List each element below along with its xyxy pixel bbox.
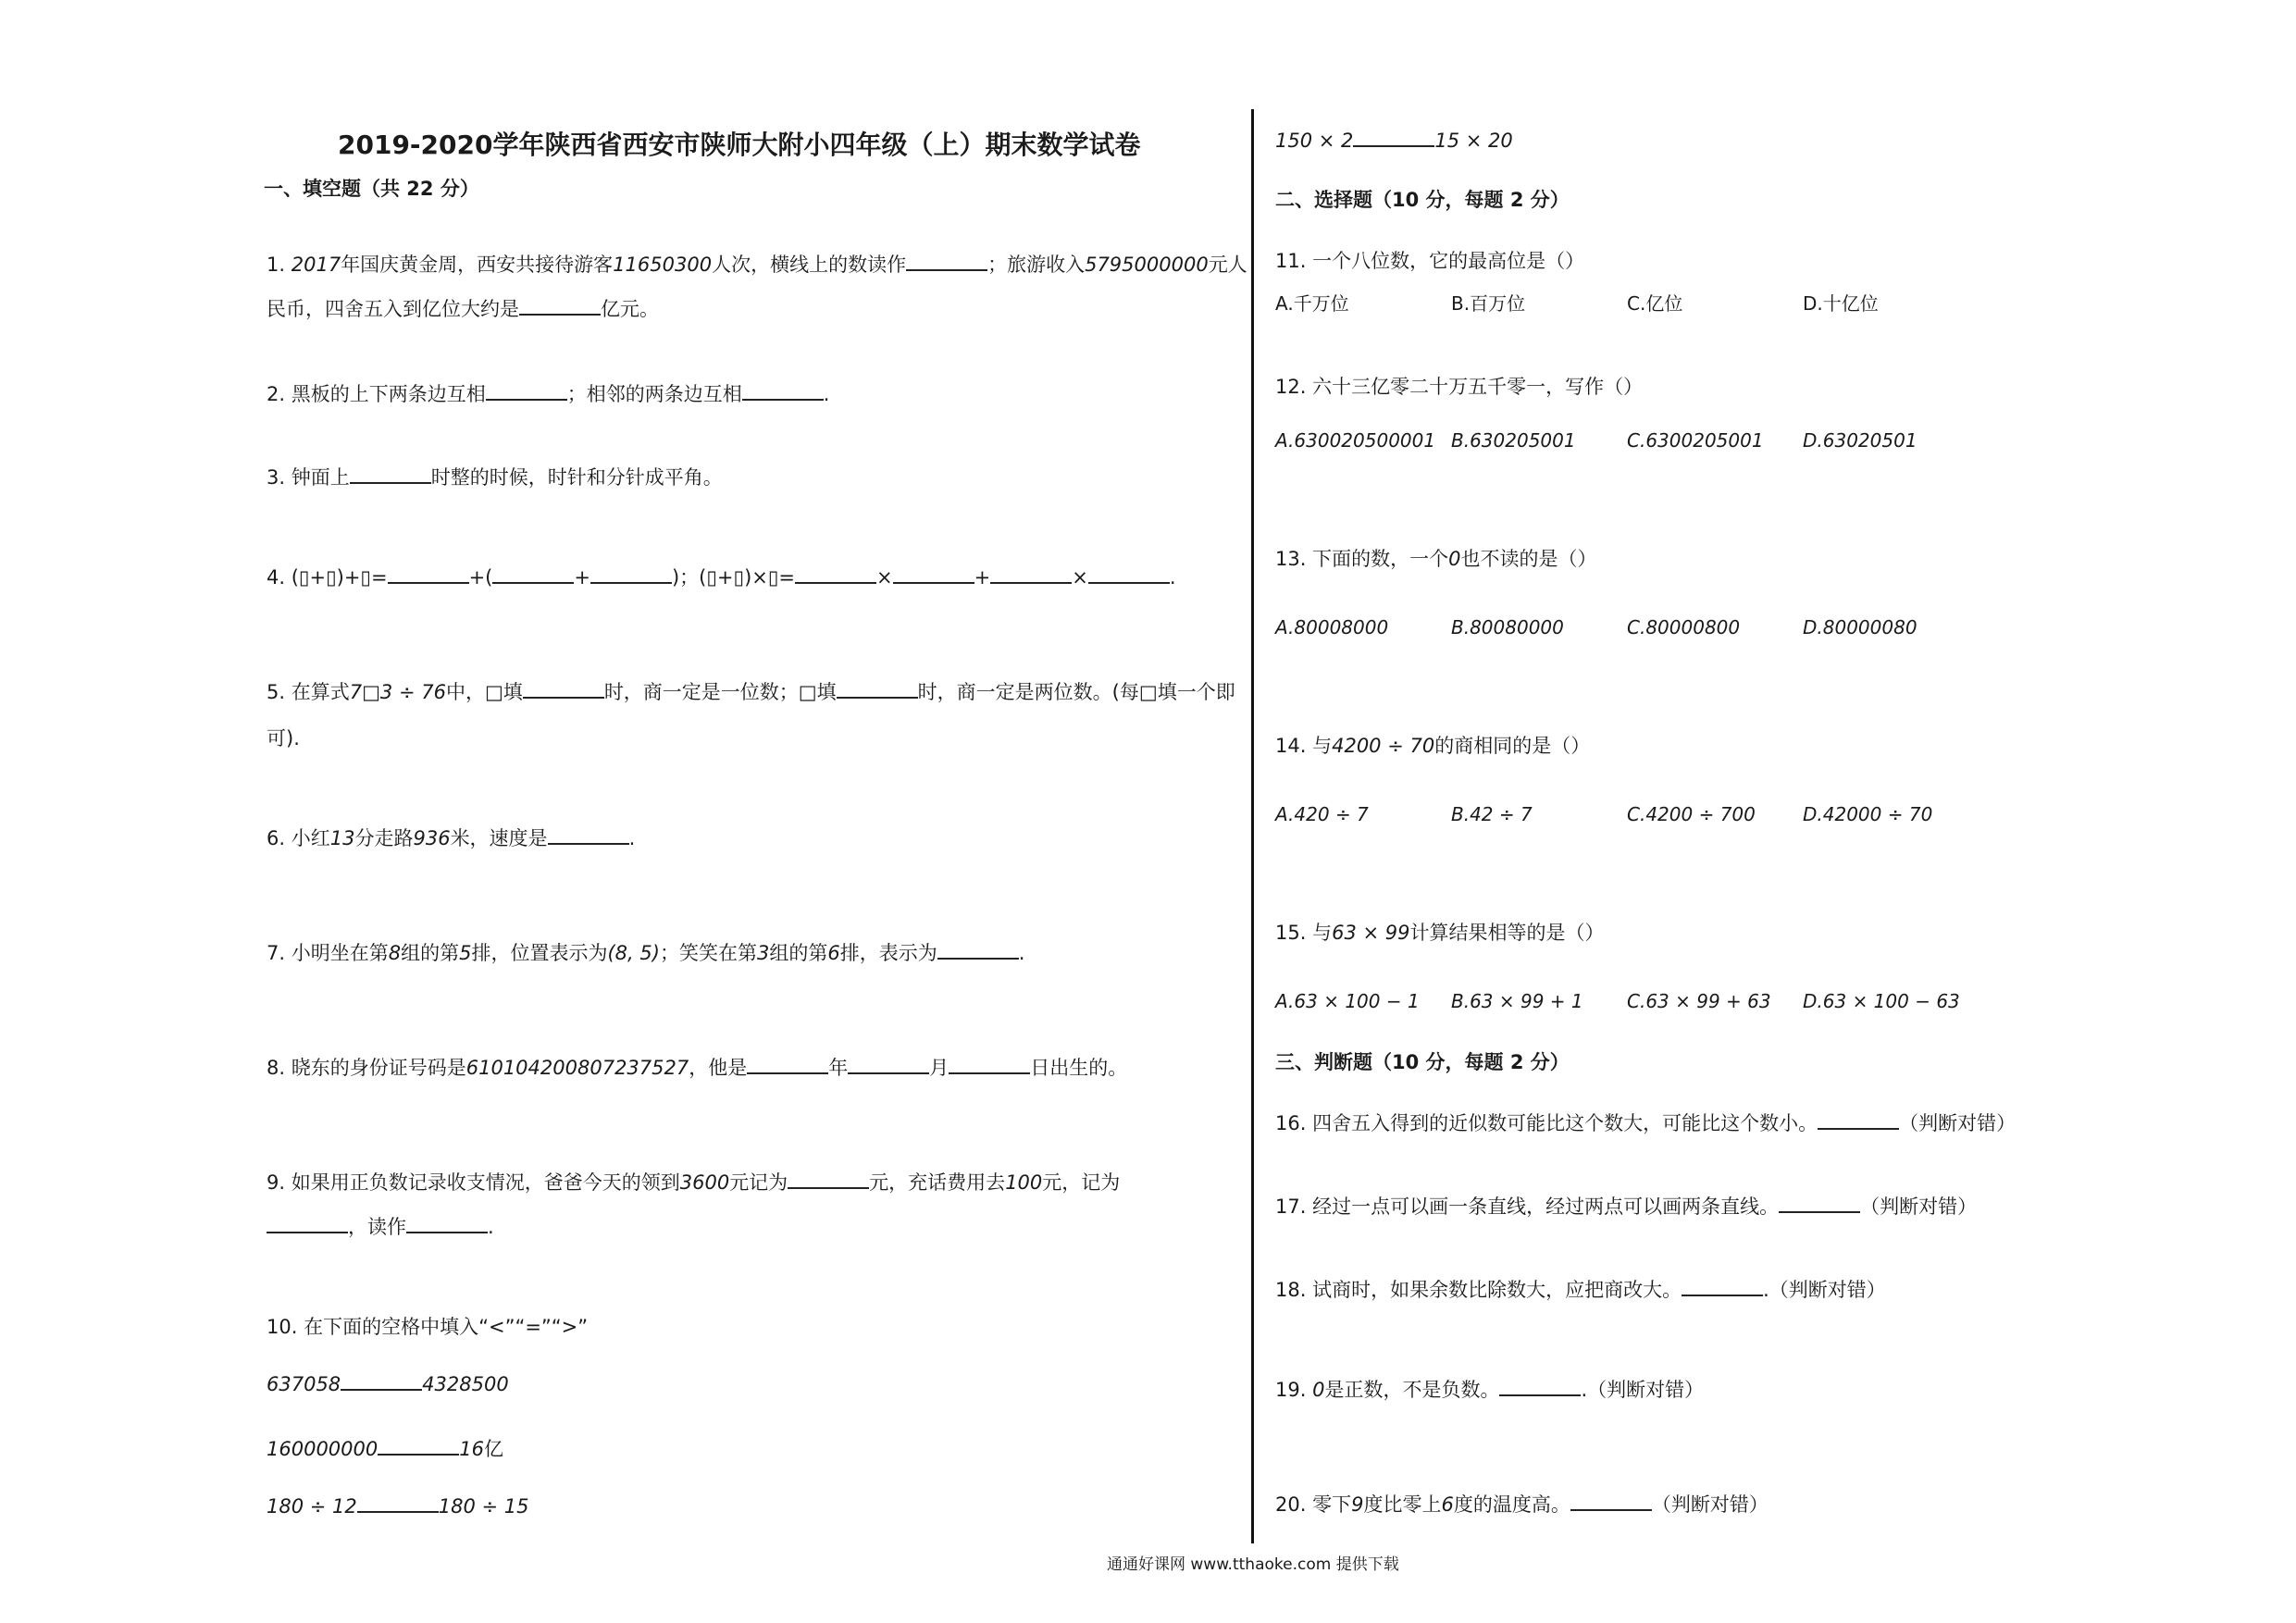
section-true-false: 三、判断题（10 分，每题 2 分） xyxy=(1275,1051,1570,1073)
question-14: 14. 与4200 ÷ 70的商相同的是（） xyxy=(1275,735,1591,757)
column-divider xyxy=(1251,109,1254,1543)
answer-blank[interactable] xyxy=(893,581,974,584)
answer-blank[interactable] xyxy=(350,481,431,484)
question-10-row3: 180 ÷ 12 180 ÷ 15 xyxy=(267,1495,529,1518)
option-d[interactable]: D.63020501 xyxy=(1803,429,1917,452)
answer-blank[interactable] xyxy=(837,696,918,699)
question-16: 16. 四舍五入得到的近似数可能比这个数大，可能比这个数小。 （判断对错） xyxy=(1275,1112,2017,1134)
answer-blank[interactable] xyxy=(1682,1294,1763,1296)
question-7: 7. 小明坐在第8组的第5排，位置表示为(8, 5)；笑笑在第3组的第6排，表示为 . xyxy=(267,942,1025,964)
page-title: 2019-2020学年陕西省西安市陕师大附小四年级（上）期末数学试卷 xyxy=(338,130,1141,160)
answer-blank[interactable] xyxy=(590,581,672,584)
section-fill-blank: 一、填空题（共 22 分） xyxy=(264,178,479,200)
question-8: 8. 晓东的身份证号码是610104200807237527，他是 年 月 日出生的。 xyxy=(267,1057,1128,1079)
option-b[interactable]: B.42 ÷ 7 xyxy=(1451,803,1533,825)
answer-blank[interactable] xyxy=(1779,1210,1860,1213)
answer-blank[interactable] xyxy=(523,696,604,699)
question-3: 3. 钟面上 时整的时候，时针和分针成平角。 xyxy=(267,466,723,489)
question-10: 10. 在下面的空格中填入“<”“=”“>” xyxy=(267,1316,589,1338)
answer-blank[interactable] xyxy=(406,1231,488,1233)
answer-blank[interactable] xyxy=(341,1388,422,1391)
answer-blank[interactable] xyxy=(1353,144,1434,147)
answer-blank[interactable] xyxy=(1499,1394,1581,1396)
question-2: 2. 黑板的上下两条边互相 ；相邻的两条边互相 . xyxy=(267,383,830,405)
question-13: 13. 下面的数，一个0也不读的是（） xyxy=(1275,548,1597,570)
question-18: 18. 试商时，如果余数比除数大，应把商改大。 .（判断对错） xyxy=(1275,1279,1886,1301)
question-5: 5. 在算式7□3 ÷ 76中，□填 时，商一定是一位数；□填 时，商一定是两位数。(每□填一个即 xyxy=(267,681,1235,703)
question-1-line2: 民币，四舍五入到亿位大约是 亿元。 xyxy=(267,298,659,320)
option-b[interactable]: B.百万位 xyxy=(1451,292,1526,315)
question-10-row2: 160000000 16亿 xyxy=(267,1438,503,1460)
option-a[interactable]: A.千万位 xyxy=(1275,292,1349,315)
answer-blank[interactable] xyxy=(486,398,567,401)
question-15: 15. 与63 × 99计算结果相等的是（） xyxy=(1275,922,1605,944)
answer-blank[interactable] xyxy=(388,581,469,584)
section-multiple-choice: 二、选择题（10 分，每题 2 分） xyxy=(1275,189,1570,211)
answer-blank[interactable] xyxy=(795,581,876,584)
answer-blank[interactable] xyxy=(949,1072,1030,1074)
answer-blank[interactable] xyxy=(937,957,1019,960)
question-19: 19. 0是正数，不是负数。 .（判断对错） xyxy=(1275,1379,1705,1401)
answer-blank[interactable] xyxy=(1818,1127,1899,1130)
option-d[interactable]: D.80000080 xyxy=(1803,616,1917,638)
answer-blank[interactable] xyxy=(357,1510,439,1513)
question-5-line2: 可). xyxy=(267,727,300,750)
answer-blank[interactable] xyxy=(1088,581,1170,584)
question-1: 1. 2017年国庆黄金周，西安共接待游客11650300人次，横线上的数读作 ；旅游收入5795000000元人 xyxy=(267,254,1247,276)
option-a[interactable]: A.80008000 xyxy=(1275,616,1389,638)
answer-blank[interactable] xyxy=(906,268,987,271)
option-b[interactable]: B.63 × 99 + 1 xyxy=(1451,990,1583,1012)
option-b[interactable]: B.80080000 xyxy=(1451,616,1564,638)
page-footer: 通通好课网 www.tthaoke.com 提供下载 xyxy=(1107,1555,1399,1574)
question-10-row1: 637058 4328500 xyxy=(267,1373,509,1395)
option-c[interactable]: C.63 × 99 + 63 xyxy=(1627,990,1771,1012)
option-c[interactable]: C.4200 ÷ 700 xyxy=(1627,803,1756,825)
question-11: 11. 一个八位数，它的最高位是（） xyxy=(1275,250,1585,272)
answer-blank[interactable] xyxy=(747,1072,828,1074)
answer-blank[interactable] xyxy=(788,1186,869,1189)
question-4: 4. (▯+▯)+▯= +( + )；(▯+▯)×▯= × + × . xyxy=(267,566,1176,588)
option-c[interactable]: C.6300205001 xyxy=(1627,429,1764,452)
option-a[interactable]: A.630020500001 xyxy=(1275,429,1436,452)
option-b[interactable]: B.630205001 xyxy=(1451,429,1576,452)
option-d[interactable]: D.十亿位 xyxy=(1803,292,1879,315)
answer-blank[interactable] xyxy=(548,842,629,845)
answer-blank[interactable] xyxy=(378,1453,459,1456)
question-17: 17. 经过一点可以画一条直线，经过两点可以画两条直线。 （判断对错） xyxy=(1275,1196,1978,1218)
option-c[interactable]: C.80000800 xyxy=(1627,616,1741,638)
question-9-line2: ，读作 . xyxy=(267,1212,494,1240)
question-12: 12. 六十三亿零二十万五千零一，写作（） xyxy=(1275,376,1644,398)
answer-blank[interactable] xyxy=(267,1231,348,1233)
answer-blank[interactable] xyxy=(1570,1508,1652,1511)
option-c[interactable]: C.亿位 xyxy=(1627,292,1683,315)
question-9: 9. 如果用正负数记录收支情况，爸爸今天的领到3600元记为 元，充话费用去100元，记为 xyxy=(267,1171,1121,1194)
answer-blank[interactable] xyxy=(848,1072,929,1074)
option-d[interactable]: D.42000 ÷ 70 xyxy=(1803,803,1933,825)
question-6: 6. 小红13分走路936米，速度是 . xyxy=(267,827,636,849)
option-d[interactable]: D.63 × 100 − 63 xyxy=(1803,990,1960,1012)
question-20: 20. 零下9度比零上6度的温度高。 （判断对错） xyxy=(1275,1493,1769,1516)
answer-blank[interactable] xyxy=(492,581,574,584)
question-10-row4: 150 × 2 15 × 20 xyxy=(1275,130,1513,152)
option-a[interactable]: A.420 ÷ 7 xyxy=(1275,803,1369,825)
option-a[interactable]: A.63 × 100 − 1 xyxy=(1275,990,1420,1012)
answer-blank[interactable] xyxy=(519,313,601,316)
answer-blank[interactable] xyxy=(990,581,1072,584)
answer-blank[interactable] xyxy=(742,398,824,401)
